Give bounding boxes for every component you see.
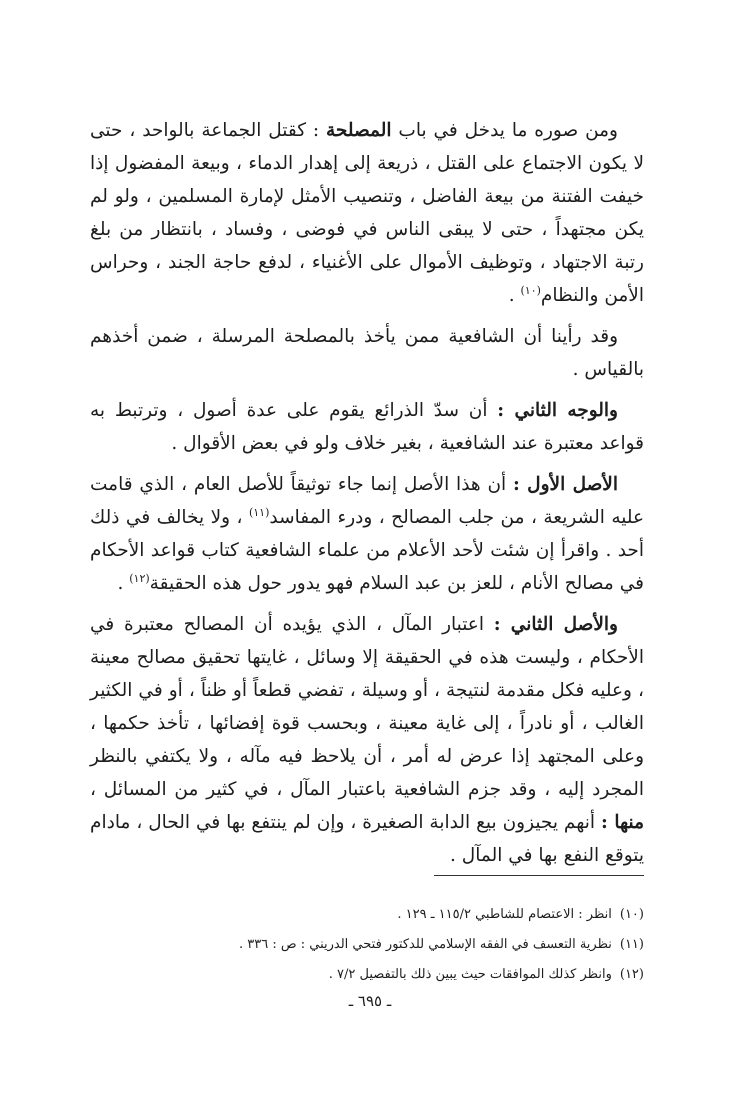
bold-term: منها :: [601, 812, 644, 833]
footnote-12: [90, 960, 644, 990]
paragraph-1: [90, 114, 644, 312]
paragraph-4: [90, 468, 644, 600]
section-lead: والأصل الثاني :: [493, 614, 618, 635]
footnote-number: (١٢): [619, 967, 644, 982]
footnotes: [90, 900, 644, 990]
paragraph-text: ، ولا يخالف في ذلك أحد . واقرأ إن شئت لأحد الأعلام من علماء الشافعية كتاب قواعد الأحكام في مصالح الأنام ، للعز بن عبد السلام فهو يدور حول هذه الحقيقة: [90, 507, 644, 594]
footnote-text: وانظر كذلك الموافقات حيث يبين ذلك بالتفصيل ٧/٢ .: [328, 967, 612, 982]
paragraph-text: أن سدّ الذرائع يقوم على عدة أصول ، وترتبط به قواعد معتبرة عند الشافعية ، بغير خلاف ولو في بعض الأقوال .: [90, 400, 644, 454]
footnote-10: [90, 900, 644, 930]
footnote-ref[interactable]: (١١): [248, 505, 270, 519]
section-lead: والوجه الثاني :: [497, 400, 618, 421]
paragraph-text: : كقتل الجماعة بالواحد ، حتى لا يكون الاجتماع على القتل ، ذريعة إلى إهدار الدماء ، وبيعة المفضول إذا خيفت الفتنة من بيعة الفاضل ، وتنصيب الأمثل لإمارة المسلمين ، ولو لم يكن مجتهداً ، حتى لا يبقى الناس في فوضى ، وفساد ، بانتظار من بلغ رتبة الاجتهاد ، وتوظيف الأموال على الأغنياء ، لدفع حاجة الجند ، وحراس الأمن والنظام: [90, 120, 644, 306]
footnote-number: (١١): [619, 937, 644, 952]
paragraph-text: اعتبار المآل ، الذي يؤيده أن المصالح معتبرة في الأحكام ، وليست هذه في الحقيقة إلا وسائل ، غايتها تحقيق مصالح معينة ، وعليه فكل مقدمة لنتيجة ، أو وسيلة ، تفضي قطعاً أو ظناً ، أو في الكثير الغالب ، أو نادراً ، إلى غاية معينة ، وبحسب قوة إفضائها ، تأخذ حكمها ، وعلى المجتهد إذا عرض له أمر ، أن يلاحظ فيه مآله ، ولا يكتفي بالنظر المجرد إليه ، وقد جزم الشافعية باعتبار المآل ، في كثير من المسائل ،: [90, 614, 644, 800]
footnote-divider: [434, 875, 644, 876]
paragraph-2: [90, 320, 644, 386]
paragraph-text: .: [117, 573, 130, 594]
main-text: [90, 114, 644, 872]
paragraph-3: [90, 394, 644, 460]
footnote-ref[interactable]: (١٠): [520, 283, 541, 297]
footnote-11: [90, 930, 644, 960]
section-lead: الأصل الأول :: [512, 474, 618, 495]
page-number: ـ ٦٩٥ ـ: [348, 992, 392, 1010]
paragraph-5: [90, 608, 644, 872]
paragraph-text: ومن صوره ما يدخل في باب: [391, 120, 618, 141]
paragraph-text: أنهم يجيزون بيع الدابة الصغيرة ، وإن لم ينتفع بها في الحال ، مادام يتوقع النفع بها في المآل .: [90, 812, 644, 866]
paragraph-text: أن هذا الأصل إنما جاء توثيقاً للأصل العام ، الذي قامت عليه الشريعة ، من جلب المصالح ، ودرء المفاسد: [90, 474, 644, 528]
footnote-number: (١٠): [619, 907, 644, 922]
footnote-text: انظر : الاعتصام للشاطبي ١١٥/٢ ـ ١٢٩ .: [397, 907, 612, 922]
footnote-text: نظرية التعسف في الفقه الإسلامي للدكتور فتحي الدريني : ص : ٣٣٦ .: [239, 937, 612, 952]
paragraph-text: وقد رأينا أن الشافعية ممن يأخذ بالمصلحة المرسلة ، ضمن أخذهم بالقياس .: [90, 326, 644, 380]
bold-term: المصلحة: [326, 120, 392, 141]
footnote-ref[interactable]: (١٢): [129, 571, 150, 585]
paragraph-text: .: [508, 285, 521, 306]
